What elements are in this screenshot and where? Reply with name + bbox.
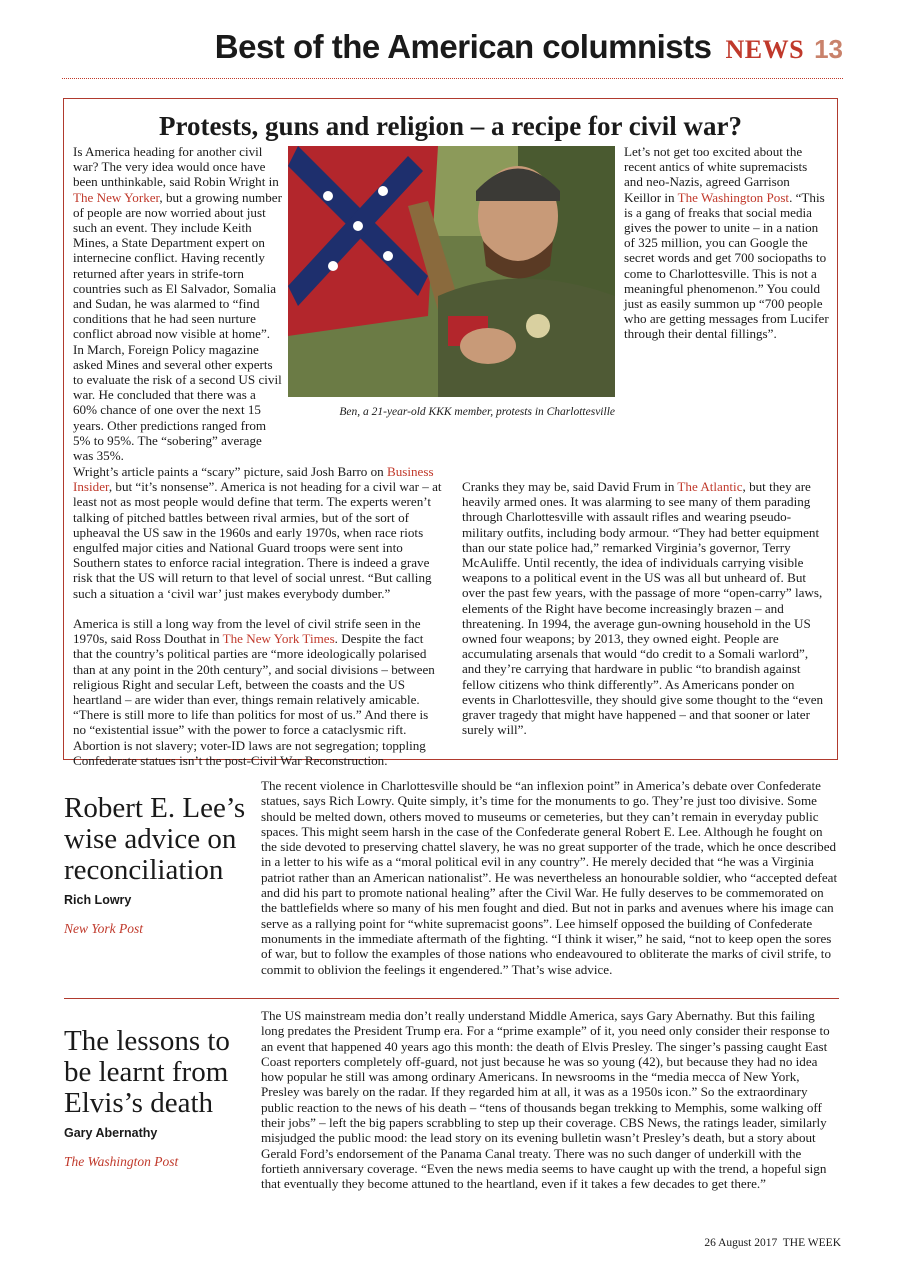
article-lee-source[interactable]: New York Post	[64, 921, 144, 936]
lead-paragraph-1a: Is America heading for another civil war? The very idea would once have been unthinkable, said Robin Wright in	[73, 144, 279, 190]
footer-date: 26 August 2017	[704, 1237, 778, 1249]
page-title: Best of the American columnists	[214, 28, 712, 65]
article-lee-author: Rich Lowry	[64, 893, 132, 907]
page-footer	[704, 1237, 841, 1249]
lead-col-right	[462, 479, 828, 753]
article-lee-body: The recent violence in Charlottesville should be “an inflexion point” in America’s debate over Confederate statues, says Rich Lowry. Quite simply, it’s time for the monuments to go. They’re just too divisive. Some should be melted down, others moved to museums or cemeteries, but they can’t remain in everyday public spaces. This might seem harsh in the case of the Confederate general Robert E. Lee. Although he fought on the side devoted to preserving chattel slavery, he was no great supporter of the trade, which he once described in a letter to his wife as a “moral political evil in any country”. He merely decided that “he was a Virginia patriot rather than an American nationalist”. He was nevertheless an honourable soldier, who “accepted defeat and did his part to promote national healing” after the Civil War. He fully deserves to be commemorated on the battlefields where so many of his men fought and died. But not in parks and avenues where his image can serve as a rallying point for “white supremacist goons”. Lee himself opposed the building of Confederate monuments in the immediate aftermath of the fighting. “I think it wiser,” he said, “not to keep open the sores of war, but to follow the examples of those nations who endeavoured to obliterate the marks of civil strife, to commit to oblivion the feelings it engendered.” That’s wise advice.	[261, 778, 838, 977]
lead-paragraph-5b: , but they are heavily armed ones. It was alarming to see many of them parading through Charlottesville with assault rifles and wearing pseudo-military outfits, including body armour. “They had better equipment than our state police had,” remarked Virginia’s governor, Terry McAuliffe. Until recently, the idea of individuals carrying visible weapons to a political event in the US was all but unheard of. But over the past few years, with the passage of more “open-carry” laws, elements of the Right have become increasingly brazen – and threatening. In 1994, the average gun-owning household in the US owned four weapons; by 2013, they owned eight. People are accumulating arsenals that would “do credit to a Somali warlord”, and they’re carrying that hardware in public “to brandish against fellow citizens who think differently”. As Americans ponder on events in Charlottesville, they should give some thought to the “even graver tragedy that might have happened – and that sooner or later surely will”.	[462, 479, 824, 738]
lead-paragraph-4a: Let’s not get too excited about the recent antics of white supremacists and neo-Nazis, agreed Garrison Keillor in	[624, 144, 808, 205]
lead-article-title: Protests, guns and religion – a recipe for civil war?	[159, 111, 742, 141]
article-lee-headline: Robert E. Lee’s wise advice on reconciliation	[64, 792, 246, 886]
lead-paragraph-4b: . “This is a gang of freaks that social media gives the power to unite – in a nation of 325 million, you can Google the secret words and get 700 sociopaths to come to Charlottesville. This is not a meaningful phenomenon.” You could just as easily summon up “700 people who are getting messages from Lucifer through their dental fillings”.	[624, 189, 829, 342]
lead-paragraph-1b: , but a growing number of people are now worried about just such an event. They include Keith Mines, a State Department expert on internecine conflict. Having recently returned after years in strife-torn countries such as El Salvador, Somalia and Sudan, he was alarmed to “find conditions that he had seen nurture conflict abroad now visible at home”. In March, Foreign Policy magazine asked Mines and several other experts to evaluate the risk of a second US civil war. He concluded that there was a 60% chance of one over the next 15 years. Other predictions ranged from 5% to 95%. The “sobering” average was 35%.	[73, 189, 282, 464]
article-elvis-headline: The lessons to be learnt from Elvis’s death	[64, 1025, 230, 1119]
page-number: 13	[814, 34, 843, 64]
source-link-wapo[interactable]: The Washington Post	[677, 189, 790, 205]
lead-paragraph-3b: . Despite the fact that the country’s political parties are “more ideologically polarised than at any point in the 20th century”, and social divisions – between religious Right and secular Left, between the coasts and the US heartland – are wider than ever, things remain relatively amicable. “There is still more to life than politics for most of us.” And there is no “existential issue” with the power to force a cataclysmic rift. Abortion is not slavery; voter-ID laws are not segregation; toppling Confederate statues isn’t the post-Civil War Reconstruction.	[73, 631, 435, 768]
lead-paragraph-3a: America is still a long way from the level of civil strife seen in the 1970s, said Ross Douthat in	[73, 616, 421, 647]
protest-photo-image	[288, 146, 615, 397]
lead-paragraph-2b: , but “it’s nonsense”. America is not heading for a civil war – at least not as most people would define that term. The experts weren’t talking of pitched battles between rival armies, but of the sort of upheaval the US saw in the 1960s and early 1970s, when race riots engulfed major cities and National Guard troops were sent into Southern states to enforce racial integration. There is indeed a grave risk that the US will return to that level of social unrest. “But calling such a situation a ‘civil war’ just makes everybody dumber.”	[73, 479, 442, 601]
lead-paragraph-2a: Wright’s article paints a “scary” picture, said Josh Barro on	[73, 464, 387, 479]
source-link-new-yorker[interactable]: The New Yorker	[73, 189, 160, 205]
footer-publication: THE WEEK	[782, 1237, 841, 1249]
section-label: NEWS	[725, 35, 805, 64]
article-elvis-author: Gary Abernathy	[64, 1126, 158, 1140]
source-link-atlantic[interactable]: The Atlantic	[677, 479, 743, 494]
page-header	[62, 28, 843, 76]
lead-col-left	[73, 464, 443, 783]
article-elvis-source[interactable]: The Washington Post	[64, 1154, 179, 1169]
source-link-business-insider[interactable]: Business Insider	[73, 464, 434, 495]
protest-photo	[288, 146, 615, 397]
photo-caption: Ben, a 21-year-old KKK member, protests in Charlottesville	[339, 406, 615, 418]
lead-col-left-narrow	[73, 144, 283, 478]
lead-article-box	[63, 98, 838, 768]
article-elvis-body: The US mainstream media don’t really understand Middle America, says Gary Abernathy. But this failing long predates the President Trump era. For a “prime example” of it, you need only consider their response to an event that happened 40 years ago this month: the death of Elvis Presley. The singer’s passing caught East Coast reporters completely off-guard, not just because he was so young (42), but because they had no idea how popular he still was among ordinary Americans. In newsrooms in the “media mecca of New York, Presley was barely on the radar. If they regarded him at all, it was as a 1950s icon.” So the extraordinary public reaction to the news of his death – “tens of thousands began trekking to Memphis, some walking off their jobs” – left the big papers scrabbling to step up their coverage. CBS News, the ratings leader, similarly misjudged the public mood: the lead story on its evening bulletin wasn’t Presley’s death, but a story about Gerald Ford’s endorsement of the Panama Canal treaty. There was no such danger of underkill with the fortieth anniversary coverage. “Even the news media seems to have caught up with the trend, a hopeful sign that eventually they become attuned to the heartland, even if it takes a few decades to get there.”	[261, 1008, 830, 1192]
source-link-nyt[interactable]: The New York Times	[222, 631, 335, 647]
lead-paragraph-5a: Cranks they may be, said David Frum in	[462, 479, 678, 494]
header-divider	[62, 78, 843, 79]
article-divider	[64, 998, 839, 999]
lead-col-right-narrow	[624, 144, 829, 357]
